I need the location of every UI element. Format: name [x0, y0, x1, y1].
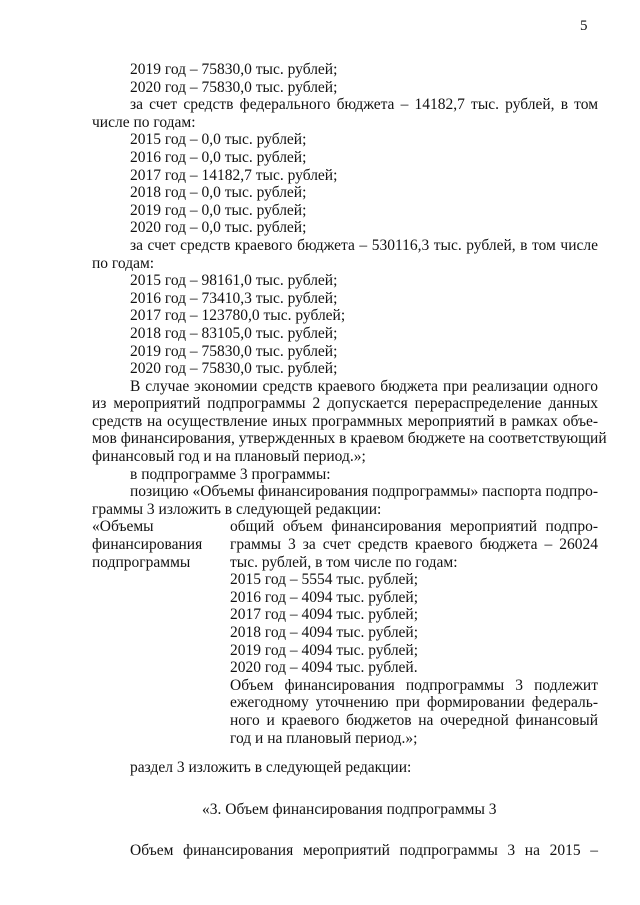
text-line: позицию «Объемы финансирования подпрограммы» паспорта подпро- [130, 483, 598, 501]
table-label-line: подпрограммы [92, 553, 191, 571]
spacer [92, 789, 598, 801]
table-value-column [230, 518, 598, 747]
table-value-line: ежегодному уточнению при формировании федераль- [230, 694, 598, 712]
text-line: 2016 год – 0,0 тыс. рублей; [130, 148, 307, 166]
text-line: 2019 год – 75830,0 тыс. рублей; [130, 61, 338, 78]
text-line: за счет средств краевого бюджета – 530116,3 тыс. рублей, в том числе [130, 236, 598, 254]
spacer [92, 830, 598, 842]
page-number: 5 [580, 18, 588, 34]
table-value-line: общий объем финансирования мероприятий подпро- [230, 518, 598, 536]
text-line: 2016 год – 73410,3 тыс. рублей; [130, 289, 338, 307]
text-line: финансовый год и на плановый период.»; [92, 448, 366, 466]
text-line: 2017 год – 14182,7 тыс. рублей; [130, 166, 338, 184]
spacer [92, 777, 598, 789]
text-line: средств на осуществление иных программных мероприятий в рамках объе- [92, 412, 598, 430]
table-value-line: Объем финансирования подпрограммы 3 подлежит [230, 676, 598, 694]
table-label-line: финансирования [92, 536, 203, 554]
table-value-line: 2019 год – 4094 тыс. рублей; [230, 641, 419, 659]
financing-table [92, 518, 598, 747]
text-line: Объем финансирования мероприятий подпрограммы 3 на 2015 – [130, 842, 598, 860]
text-line: 2020 год – 75830,0 тыс. рублей; [130, 360, 338, 378]
text-line: по годам: [92, 254, 155, 272]
table-value-line: 2017 год – 4094 тыс. рублей; [230, 606, 419, 624]
spacer [92, 747, 598, 759]
text-line: раздел 3 изложить в следующей редакции: [130, 759, 412, 777]
text-line: 2017 год – 123780,0 тыс. рублей; [130, 307, 346, 325]
text-line: В случае экономии средств краевого бюджета при реализации одного [130, 377, 598, 395]
table-value-line: тыс. рублей, в том числе по годам: [230, 553, 458, 571]
text-line: 2018 год – 0,0 тыс. рублей; [130, 184, 307, 202]
spacer [92, 818, 598, 830]
section-heading: «3. Объем финансирования подпрограммы 3 [202, 800, 497, 818]
text-line: числе по годам: [92, 113, 196, 131]
table-value-line: 2016 год – 4094 тыс. рублей; [230, 588, 419, 606]
table-label-column [92, 518, 230, 747]
text-line: в подпрограмме 3 программы: [130, 465, 331, 483]
text-line: граммы 3 изложить в следующей редакции: [92, 500, 382, 518]
text-line: 2020 год – 75830,0 тыс. рублей; [130, 78, 338, 96]
text-line: 2015 год – 0,0 тыс. рублей; [130, 131, 307, 149]
table-value-line: год и на плановый период.»; [230, 729, 418, 747]
table-value-line: граммы 3 за счет средств краевого бюджета – 26024 [230, 536, 598, 554]
text-line: 2019 год – 75830,0 тыс. рублей; [130, 342, 338, 360]
table-value-line: 2020 год – 4094 тыс. рублей. [230, 659, 418, 677]
text-line: 2020 год – 0,0 тыс. рублей; [130, 219, 307, 237]
text-line: за счет средств федерального бюджета – 14182,7 тыс. рублей, в том [130, 96, 598, 114]
text-line: мов финансирования, утвержденных в краевом бюджете на соответствующий [92, 430, 607, 448]
table-label-line: «Объемы [92, 518, 154, 536]
text-line: 2015 год – 98161,0 тыс. рублей; [130, 272, 338, 290]
document-body [92, 61, 607, 860]
table-value-line: ного и краевого бюджетов на очередной финансовый [230, 711, 598, 729]
table-value-line: 2015 год – 5554 тыс. рублей; [230, 571, 419, 589]
text-line: из мероприятий подпрограммы 2 допускается перераспределение данных [92, 395, 598, 413]
text-line: 2019 год – 0,0 тыс. рублей; [130, 201, 307, 219]
table-value-line: 2018 год – 4094 тыс. рублей; [230, 624, 419, 641]
text-line: 2018 год – 83105,0 тыс. рублей; [130, 324, 338, 342]
